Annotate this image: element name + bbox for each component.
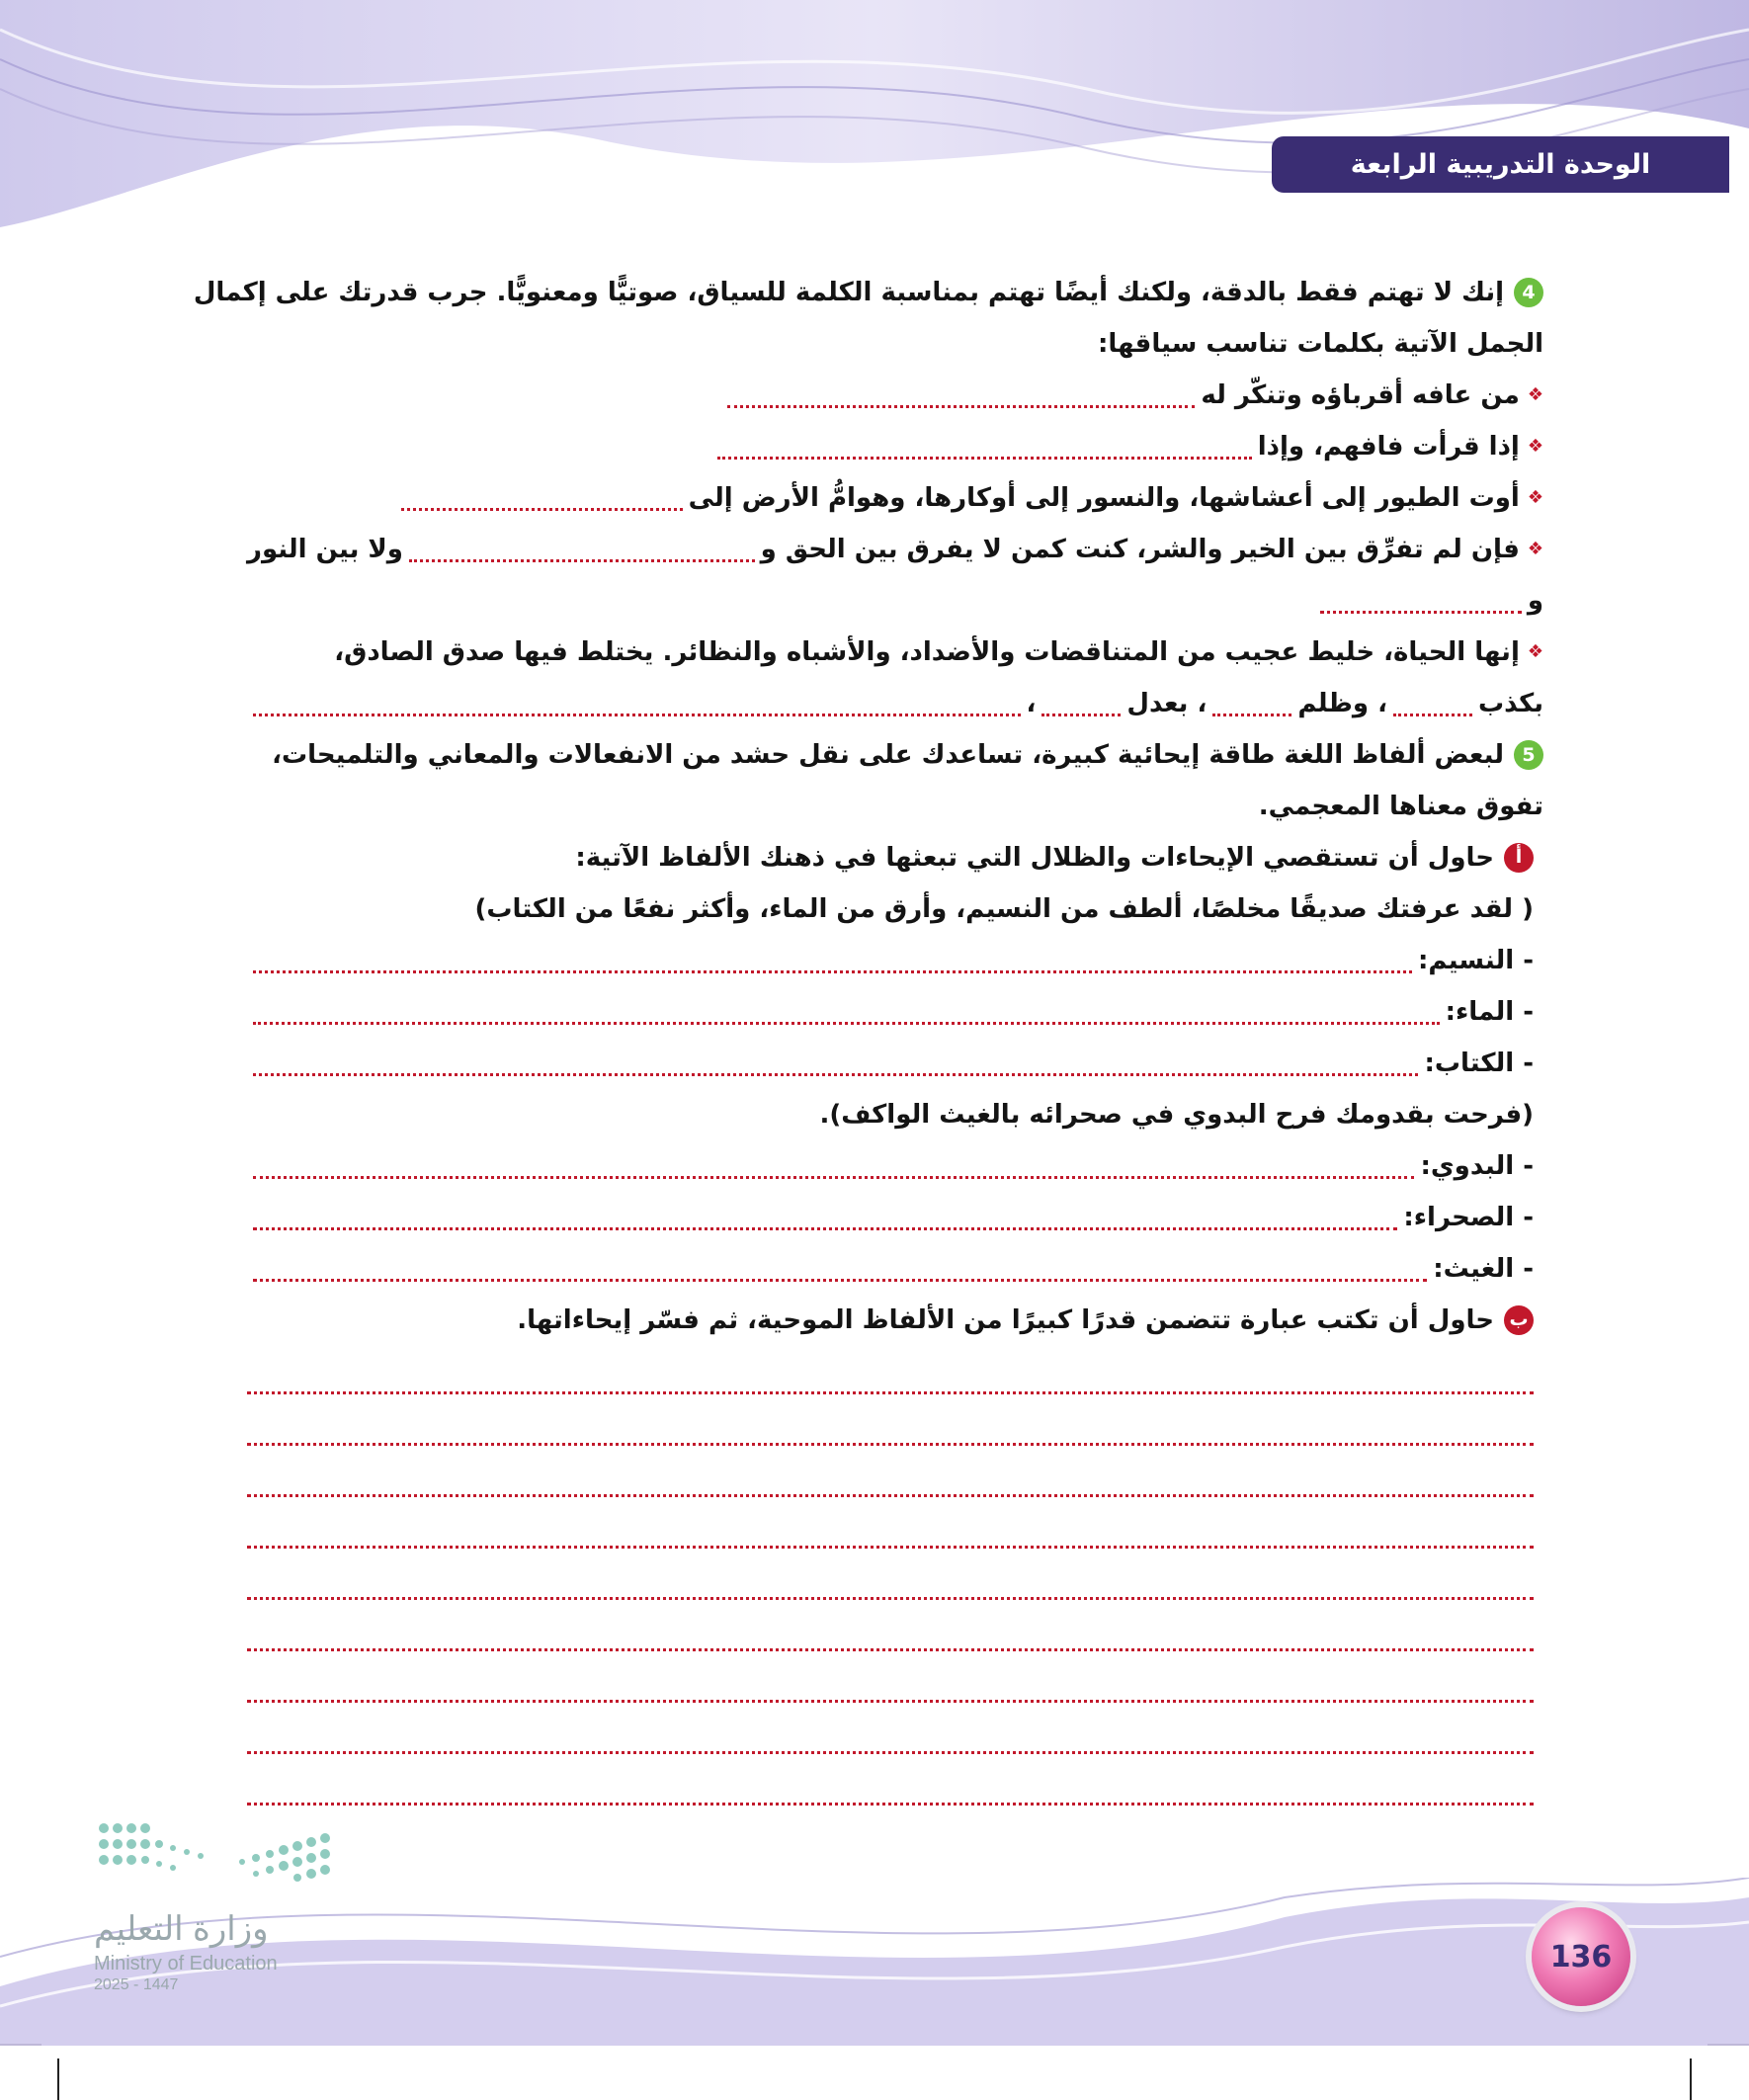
q5-part-b-instruction: ب حاول أن تكتب عبارة تتضمن قدرًا كبيرًا من الألفاظ الموحية، ثم فسّر إيحاءاتها. [247, 1295, 1534, 1346]
answer-blank[interactable] [253, 1022, 1440, 1025]
diamond-bullet-icon: ❖ [1527, 641, 1543, 662]
answer-line[interactable] [247, 1648, 1534, 1651]
q5-part-a-instruction: أ حاول أن تستقصي الإيحاءات والظلال التي تبعثها في ذهنك الألفاظ الآتية: [247, 832, 1534, 883]
ministry-name-ar: وزارة التعليم [94, 1910, 269, 1948]
q4-item-1: ❖ من عافه أقرباؤه وتنكّر له [721, 370, 1543, 421]
word-row-badawi: - البدوي: [247, 1140, 1534, 1192]
word-row-ghaith: - الغيث: [247, 1243, 1534, 1295]
q5-number-badge: 5 [1514, 740, 1543, 770]
answer-line[interactable] [247, 1597, 1534, 1600]
part-b-badge: ب [1504, 1305, 1534, 1335]
exercise-content [193, 267, 1543, 1828]
unit-title-tab [1272, 136, 1729, 193]
answer-blank[interactable] [1320, 611, 1522, 614]
answer-line[interactable] [247, 1803, 1534, 1806]
header-wave-decoration [0, 0, 1749, 237]
q5-sentence1: ( لقد عرفتك صديقًا مخلصًا، ألطف من النسيم، وأرق من الماء، وأكثر نفعًا من الكتاب) [474, 894, 1534, 924]
unit-title: الوحدة التدريبية الرابعة [1350, 149, 1651, 180]
word-row-maa: - الماء: [247, 986, 1534, 1038]
answer-blank[interactable] [253, 1176, 1414, 1179]
diamond-bullet-icon: ❖ [1527, 384, 1543, 405]
answer-blank[interactable] [717, 457, 1252, 460]
answer-blank[interactable] [253, 970, 1412, 973]
answer-blank[interactable] [253, 714, 1021, 716]
word-row-kitab: - الكتاب: [247, 1038, 1534, 1089]
q5-intro-line2: تفوق معناها المعجمي. [1258, 792, 1543, 821]
edition-year: 2025 - 1447 [94, 1976, 179, 1993]
q4-number-badge: 4 [1514, 278, 1543, 307]
answer-blank[interactable] [253, 1227, 1397, 1230]
q4-intro-line1: إنك لا تهتم فقط بالدقة، ولكنك أيضًا تهتم بمناسبة الكلمة للسياق، صوتيًّا ومعنويًّا. جرب قدرتك على إكمال [193, 278, 1504, 307]
diamond-bullet-icon: ❖ [1527, 436, 1543, 457]
q5-line2 [247, 781, 1543, 832]
diamond-bullet-icon: ❖ [1527, 487, 1543, 508]
answer-line[interactable] [247, 1751, 1534, 1754]
word-row-naseem: - النسيم: [247, 935, 1534, 986]
answer-line[interactable] [247, 1494, 1534, 1497]
page-number-badge [1532, 1907, 1630, 2006]
q4-line1 [193, 267, 1543, 318]
q4-item-4-cont: و [1314, 575, 1543, 627]
ministry-logo [94, 1818, 341, 2006]
part-a-badge: أ [1504, 843, 1534, 873]
answer-line[interactable] [247, 1700, 1534, 1703]
q4-item-3: ❖ أوت الطيور إلى أعشاشها، والنسور إلى أوكارها، وهوامُّ الأرض إلى [395, 472, 1543, 524]
q5-sentence2: (فرحت بقدومك فرح البدوي في صحرائه بالغيث الواكف). [819, 1100, 1534, 1130]
q4-intro-line2: الجمل الآتية بكلمات تناسب سياقها: [1097, 329, 1543, 359]
page-number: 136 [1549, 1939, 1613, 1974]
q4-item-2: ❖ إذا قرأت فافهم، وإذا [711, 421, 1543, 472]
answer-blank[interactable] [1393, 714, 1472, 716]
answer-blank[interactable] [253, 1073, 1418, 1076]
answer-blank[interactable] [727, 405, 1195, 408]
q4-item-4: ❖ فإن لم تفرِّق بين الخير والشر، كنت كمن لا يفرق بين الحق و ولا بين النور [247, 524, 1543, 575]
answer-line[interactable] [247, 1443, 1534, 1446]
answer-blank[interactable] [409, 559, 755, 562]
answer-blank[interactable] [401, 508, 683, 511]
answer-blank[interactable] [1041, 714, 1121, 716]
q5-line1 [247, 729, 1543, 781]
ministry-name-en: Ministry of Education [94, 1953, 278, 1974]
q4-item-5: ❖ إنها الحياة، خليط عجيب من المتناقضات والأضداد، والأشباه والنظائر. يختلط فيها صدق الصادق، [247, 627, 1543, 678]
word-row-sahraa: - الصحراء: [247, 1192, 1534, 1243]
q4-line2 [247, 318, 1543, 370]
answer-blank[interactable] [253, 1279, 1427, 1282]
ministry-dots-icon [94, 1818, 341, 1897]
answer-blank[interactable] [1212, 714, 1291, 716]
q5-intro-line1: لبعض ألفاظ اللغة طاقة إيحائية كبيرة، تساعدك على نقل حشد من الانفعالات والمعاني والتلميحات، [272, 740, 1504, 770]
answer-line[interactable] [247, 1391, 1534, 1394]
q4-item-5-cont: بكذب ، وظلم ، بعدل ، [247, 678, 1543, 729]
answer-line[interactable] [247, 1546, 1534, 1549]
diamond-bullet-icon: ❖ [1527, 539, 1543, 559]
